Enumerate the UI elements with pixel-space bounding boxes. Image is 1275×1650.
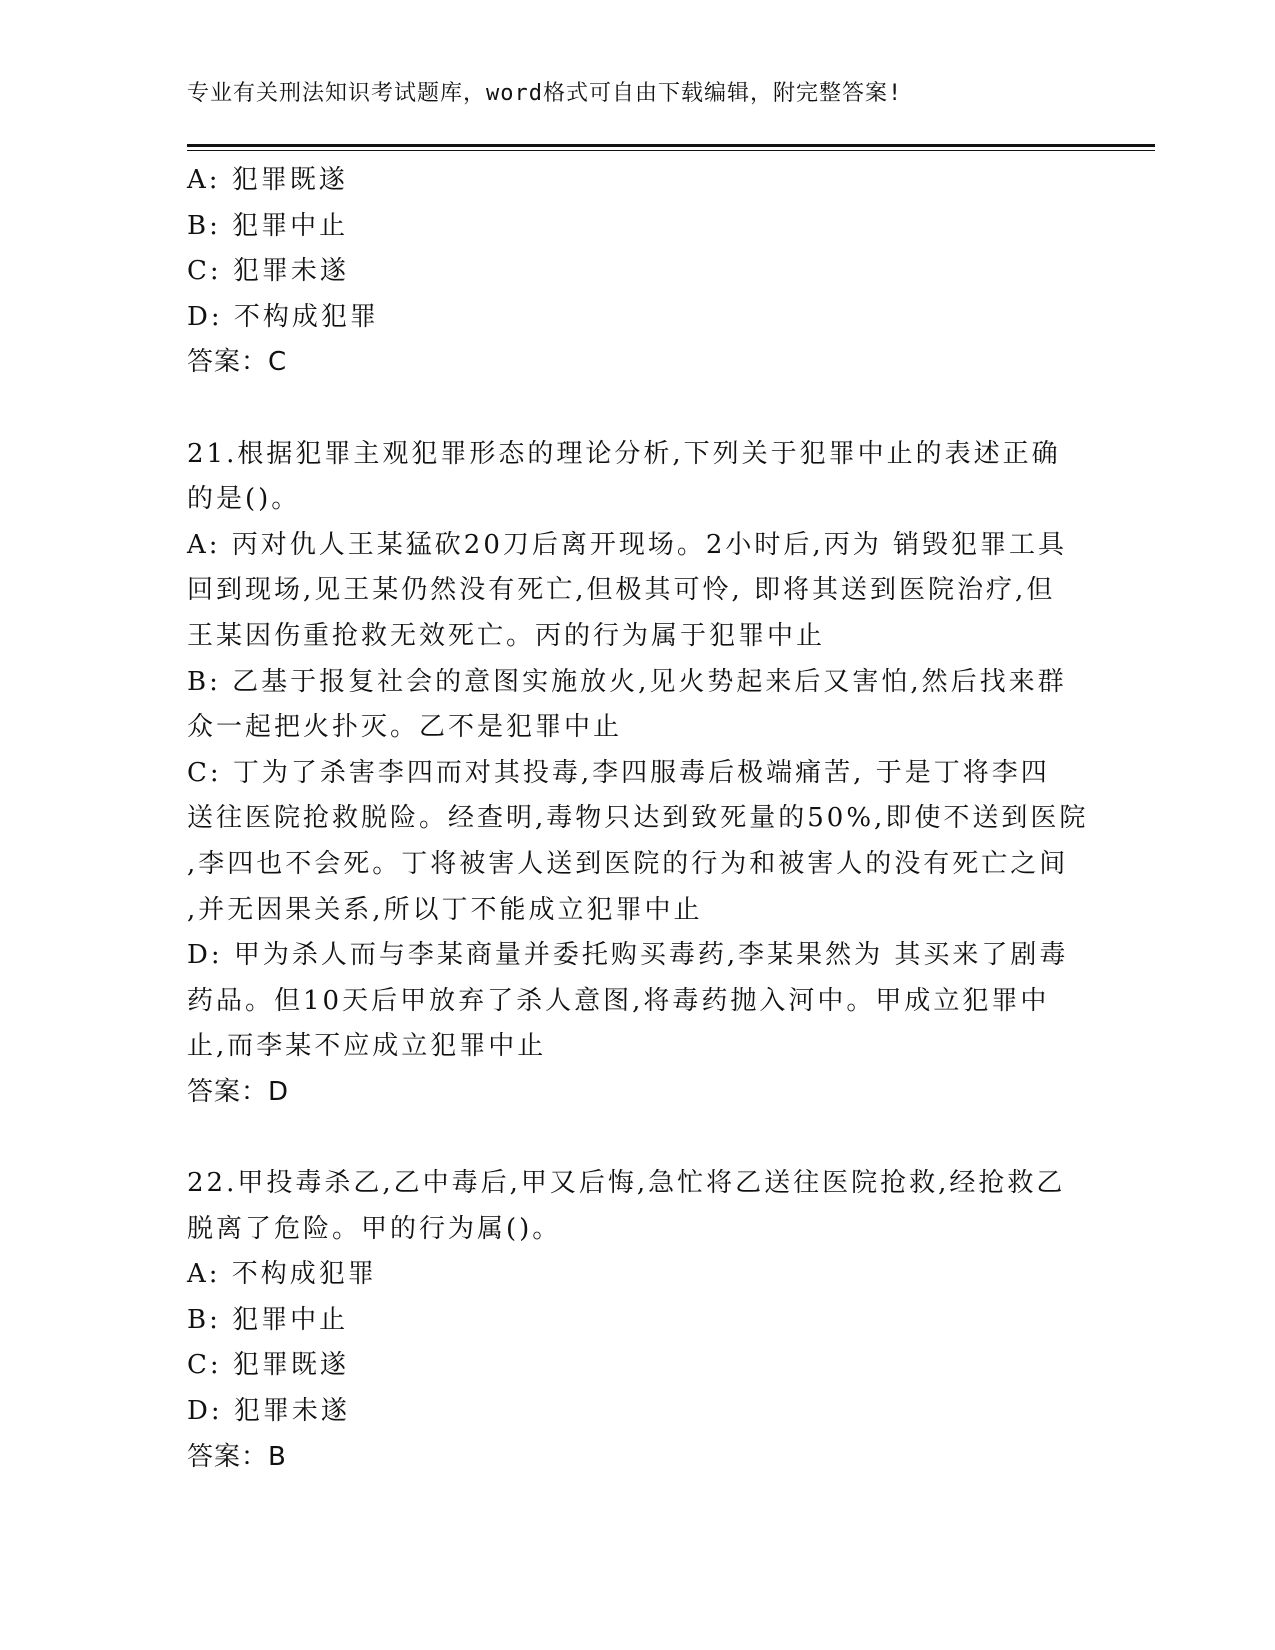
option-d: D: 不构成犯罪 xyxy=(187,301,379,332)
option-b: B: 犯罪中止 xyxy=(187,1304,349,1335)
option-d-line: 止,而李某不应成立犯罪中止 xyxy=(187,1031,547,1062)
question-stem-line: 的是()。 xyxy=(187,484,301,515)
option-b-line: B: 乙基于报复社会的意图实施放火,见火势起来后又害怕,然后找来群 xyxy=(187,666,1067,697)
header-rule-thick xyxy=(187,144,1155,147)
answer: 答案：C xyxy=(187,347,288,378)
option-c-line: ,李四也不会死。丁将被害人送到医院的行为和被害人的没有死亡之间 xyxy=(187,848,1069,879)
option-d: D: 犯罪未遂 xyxy=(187,1396,350,1427)
option-b: B: 犯罪中止 xyxy=(187,210,349,241)
option-c: C: 犯罪未遂 xyxy=(187,256,349,287)
option-a-line: 王某因伤重抢救无效死亡。丙的行为属于犯罪中止 xyxy=(187,620,826,651)
question-21 xyxy=(187,432,1087,1116)
page-header: 专业有关刑法知识考试题库，word格式可自由下载编辑，附完整答案! xyxy=(187,81,903,106)
spacer xyxy=(187,386,1087,432)
option-c-line: ,并无因果关系,所以丁不能成立犯罪中止 xyxy=(187,894,703,925)
spacer xyxy=(187,1115,1087,1161)
question-stem-line: 22.甲投毒杀乙,乙中毒后,甲又后悔,急忙将乙送往医院抢救,经抢救乙 xyxy=(187,1168,1066,1199)
option-a-line: A: 丙对仇人王某猛砍20刀后离开现场。2小时后,丙为 销毁犯罪工具 xyxy=(187,529,1067,560)
question-20-tail xyxy=(187,158,1087,386)
answer: 答案：B xyxy=(187,1441,287,1472)
question-stem-line: 21.根据犯罪主观犯罪形态的理论分析,下列关于犯罪中止的表述正确 xyxy=(187,438,1061,469)
option-b-line: 众一起把火扑灭。乙不是犯罪中止 xyxy=(187,712,623,743)
option-d-line: D: 甲为杀人而与李某商量并委托购买毒药,李某果然为 其买来了剧毒 xyxy=(187,940,1069,971)
question-22 xyxy=(187,1161,1087,1480)
document-body xyxy=(187,158,1087,1480)
option-a-line: 回到现场,见王某仍然没有死亡,但极其可怜, 即将其送到医院治疗,但 xyxy=(187,575,1056,606)
option-c: C: 犯罪既遂 xyxy=(187,1350,349,1381)
header-rule-thin xyxy=(187,150,1155,151)
option-a: A: 不构成犯罪 xyxy=(187,1259,377,1290)
option-d-line: 药品。但10天后甲放弃了杀人意图,将毒药抛入河中。甲成立犯罪中 xyxy=(187,985,1050,1016)
option-a: A: 犯罪既遂 xyxy=(187,165,348,195)
option-c-line: 送往医院抢救脱险。经查明,毒物只达到致死量的50%,即使不送到医院 xyxy=(187,803,1089,834)
answer: 答案：D xyxy=(187,1076,290,1107)
question-stem-line: 脱离了危险。甲的行为属()。 xyxy=(187,1213,562,1244)
option-c-line: C: 丁为了杀害李四而对其投毒,李四服毒后极端痛苦, 于是丁将李四 xyxy=(187,757,1050,788)
